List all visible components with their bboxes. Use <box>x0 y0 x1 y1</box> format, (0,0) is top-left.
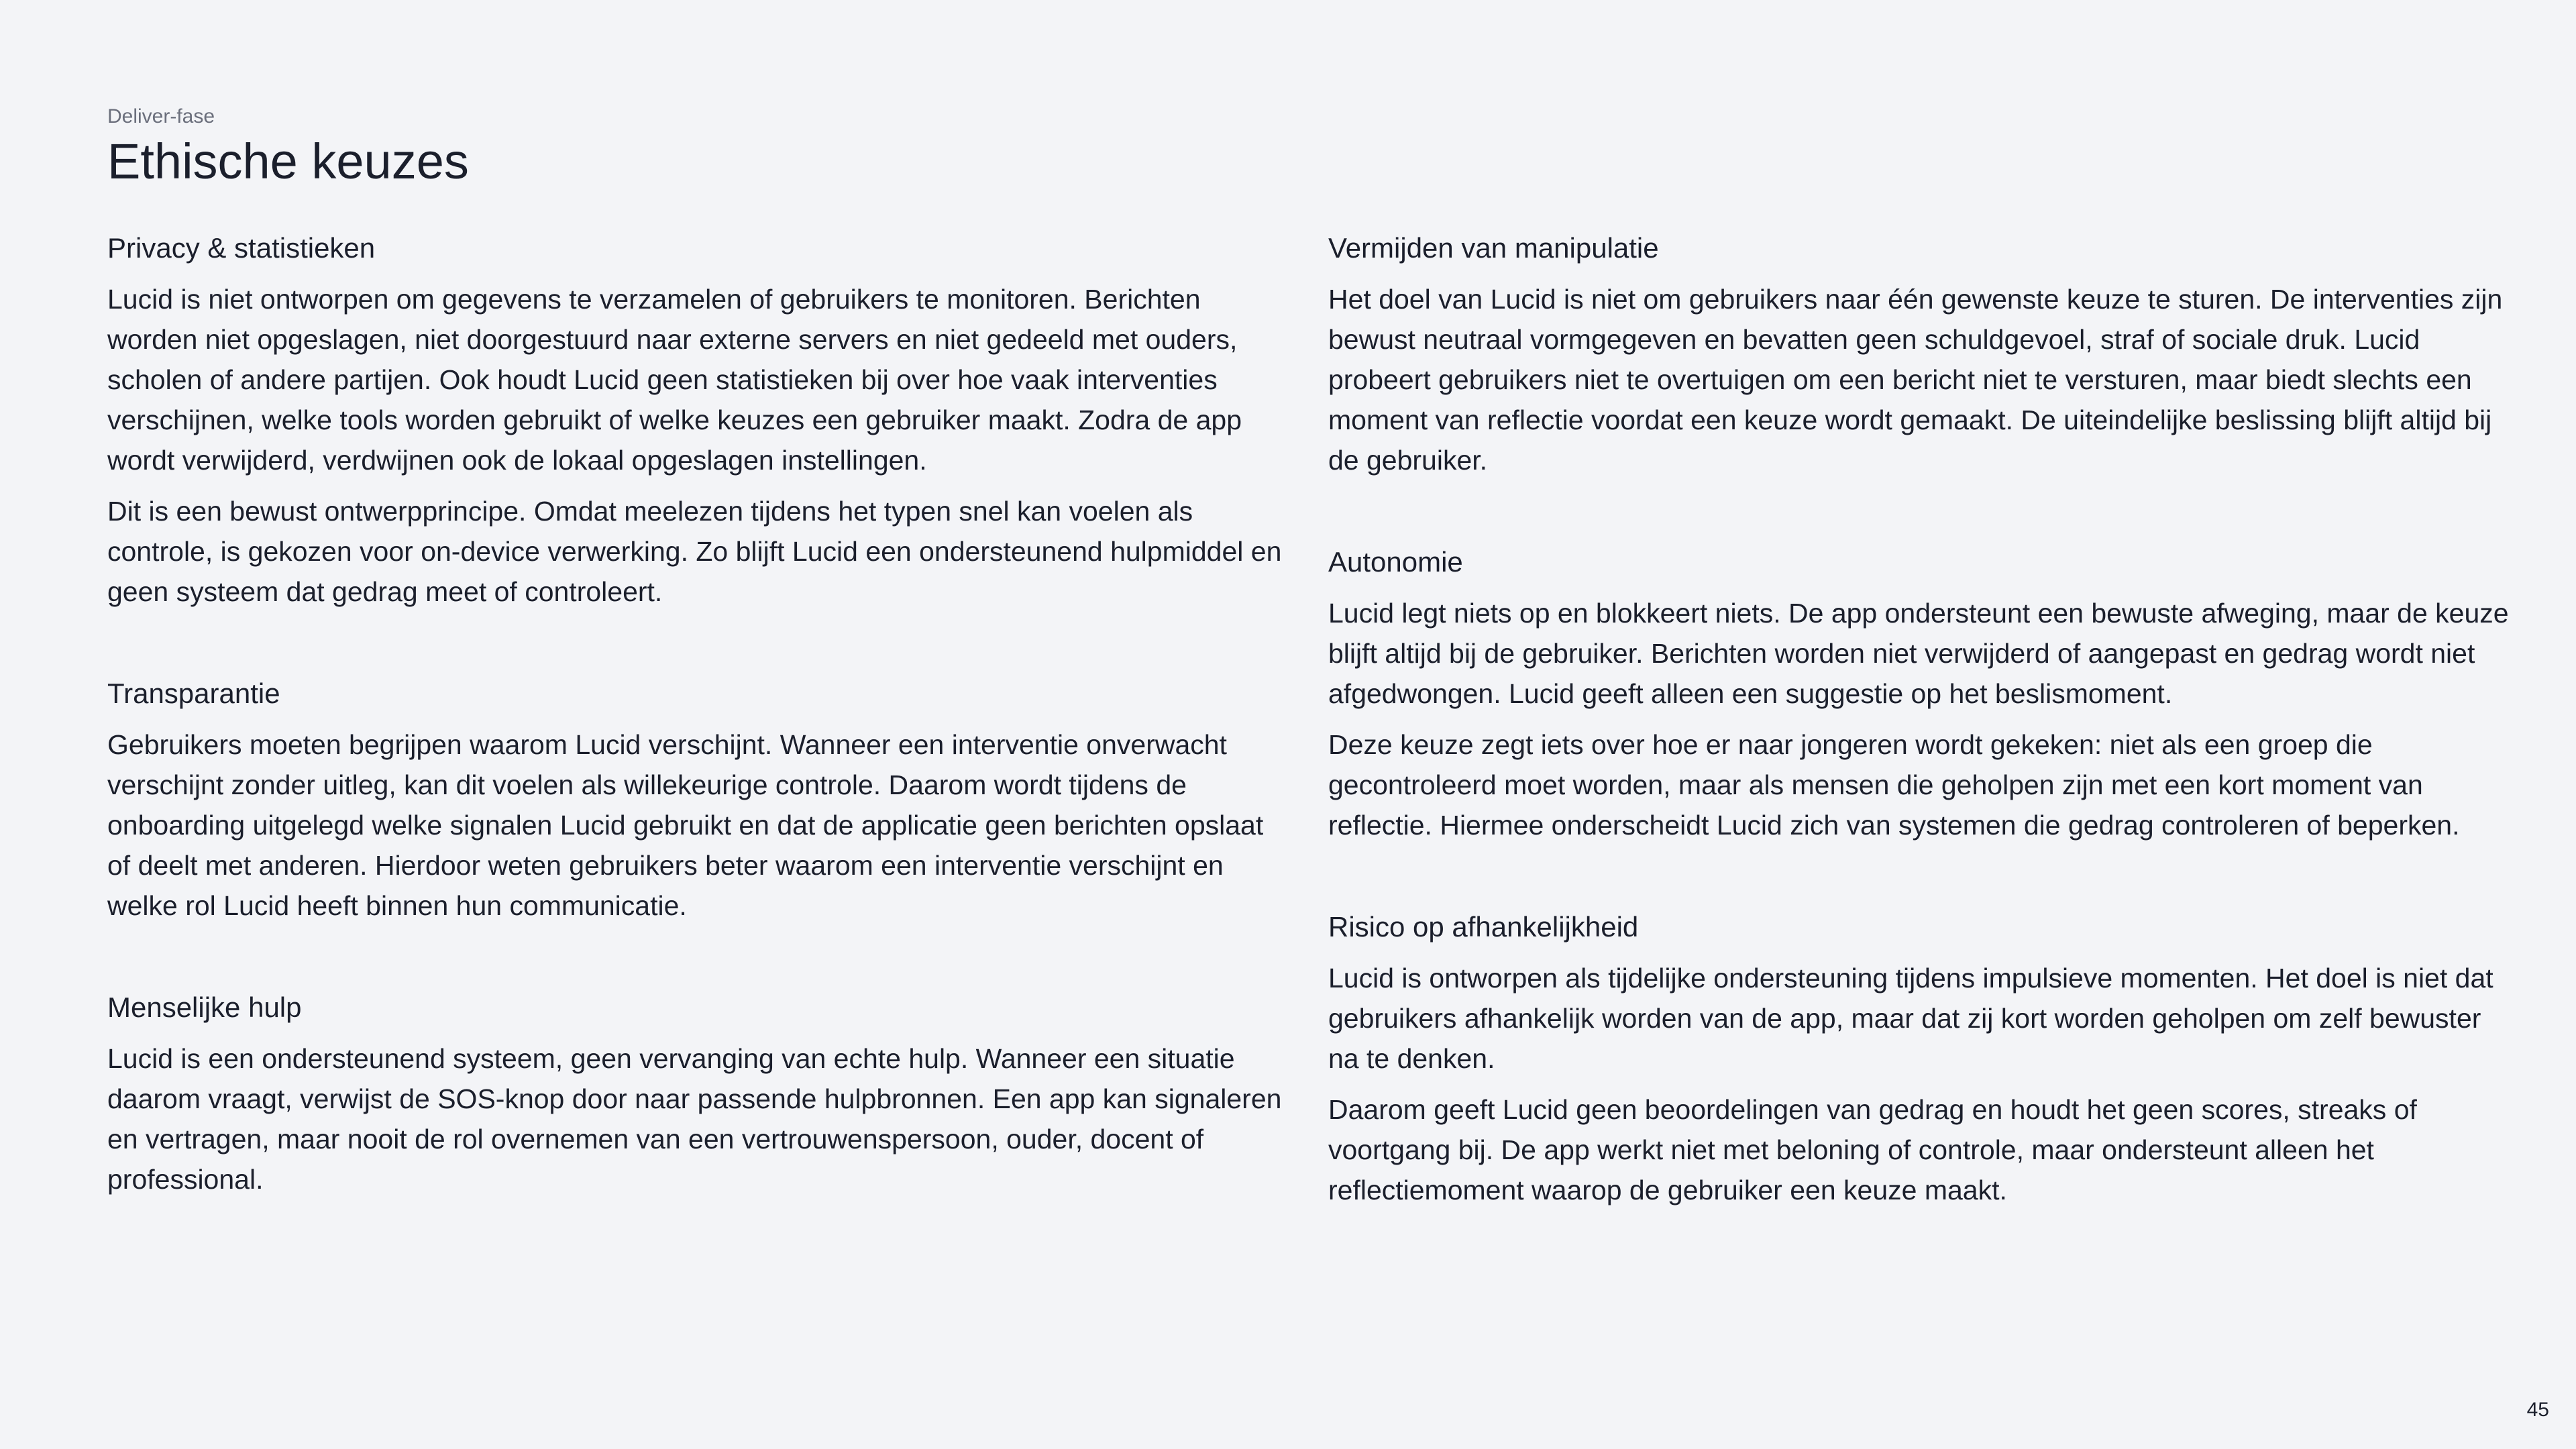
transparency-paragraph-1: Gebruikers moeten begrijpen waarom Lucid verschijnt. Wanneer een interventie onverwacht verschijnt zonder uitleg, kan dit voelen als willekeurige controle. Daarom wordt tijdens de onboarding uitgelegd welke signalen Lucid gebruikt en dat de applicatie geen berichten opslaat of deelt met anderen. Hierdoor weten gebruikers beter waarom een interventie verschijnt en welke rol Lucid heeft binnen hun communicatie. <box>107 729 1264 921</box>
privacy-paragraph-1: Lucid is niet ontworpen om gegevens te verzamelen of gebruikers te monitoren. Berichten worden niet opgeslagen, niet doorgestuurd naar externe servers en niet gedeeld met ouders, scholen of andere partijen. Ook houdt Lucid geen statistieken bij over hoe vaak interventies verschijnen, welke tools worden gebruikt of welke keuzes een gebruiker maakt. Zodra de app wordt verwijderd, verdwijnen ook de lokaal opgeslagen instellingen. <box>107 284 1242 476</box>
privacy-paragraph-2: Dit is een bewust ontwerpprincipe. Omdat meelezen tijdens het typen snel kan voelen als controle, is gekozen voor on-device verwerking. Zo blijft Lucid een ondersteunend hulpmiddel en geen systeem dat gedrag meet of controleert. <box>107 496 1282 607</box>
section-human-help <box>107 987 1288 1199</box>
human-help-paragraph-1: Lucid is een ondersteunend systeem, geen vervanging van echte hulp. Wanneer een situatie daarom vraagt, verwijst de SOS-knop door naar passende hulpbronnen. Een app kan signaleren en vertragen, maar nooit de rol overnemen van een vertrouwenspersoon, ouder, docent of professional. <box>107 1043 1282 1195</box>
section-heading-dependency: Risico op afhankelijkheid <box>1328 911 1639 943</box>
left-column <box>107 228 1288 1261</box>
section-privacy <box>107 228 1288 612</box>
section-transparency <box>107 674 1288 926</box>
right-column <box>1328 228 2509 1272</box>
section-heading-privacy: Privacy & statistieken <box>107 232 376 264</box>
section-heading-human-help: Menselijke hulp <box>107 991 302 1023</box>
section-dependency <box>1328 907 2509 1210</box>
section-heading-transparency: Transparantie <box>107 678 280 709</box>
section-autonomy <box>1328 542 2509 845</box>
page-title: Ethische keuzes <box>107 133 469 189</box>
phase-label: Deliver-fase <box>107 105 215 127</box>
autonomy-paragraph-2: Deze keuze zegt iets over hoe er naar jongeren wordt gekeken: niet als een groep die gecontroleerd moet worden, maar als mensen die geholpen zijn met een kort moment van reflectie. Hiermee onderscheidt Lucid zich van systemen die gedrag controleren of beperken. <box>1328 729 2460 841</box>
section-heading-autonomy: Autonomie <box>1328 546 1463 578</box>
autonomy-paragraph-1: Lucid legt niets op en blokkeert niets. De app ondersteunt een bewuste afweging, maar de keuze blijft altijd bij de gebruiker. Berichten worden niet verwijderd of aangepast en gedrag wordt niet afgedwongen. Lucid geeft alleen een suggestie op het beslismoment. <box>1328 598 2509 709</box>
manipulation-paragraph-1: Het doel van Lucid is niet om gebruikers naar één gewenste keuze te sturen. De interventies zijn bewust neutraal vormgegeven en bevatten geen schuldgevoel, straf of sociale druk. Lucid probeert gebruikers niet te overtuigen om een bericht niet te versturen, maar biedt slechts een moment van reflectie voordat een keuze wordt gemaakt. De uiteindelijke beslissing blijft altijd bij de gebruiker. <box>1328 284 2503 476</box>
section-heading-manipulation: Vermijden van manipulatie <box>1328 232 1659 264</box>
dependency-paragraph-2: Daarom geeft Lucid geen beoordelingen van gedrag en houdt het geen scores, streaks of voortgang bij. De app werkt niet met beloning of controle, maar ondersteunt alleen het reflectiemoment waarop de gebruiker een keuze maakt. <box>1328 1094 2417 1205</box>
dependency-paragraph-1: Lucid is ontworpen als tijdelijke ondersteuning tijdens impulsieve momenten. Het doel is niet dat gebruikers afhankelijk worden van de app, maar dat zij kort worden geholpen om zelf bewuster na te denken. <box>1328 963 2493 1074</box>
section-manipulation <box>1328 228 2509 480</box>
page-number: 45 <box>2526 1399 2549 1421</box>
